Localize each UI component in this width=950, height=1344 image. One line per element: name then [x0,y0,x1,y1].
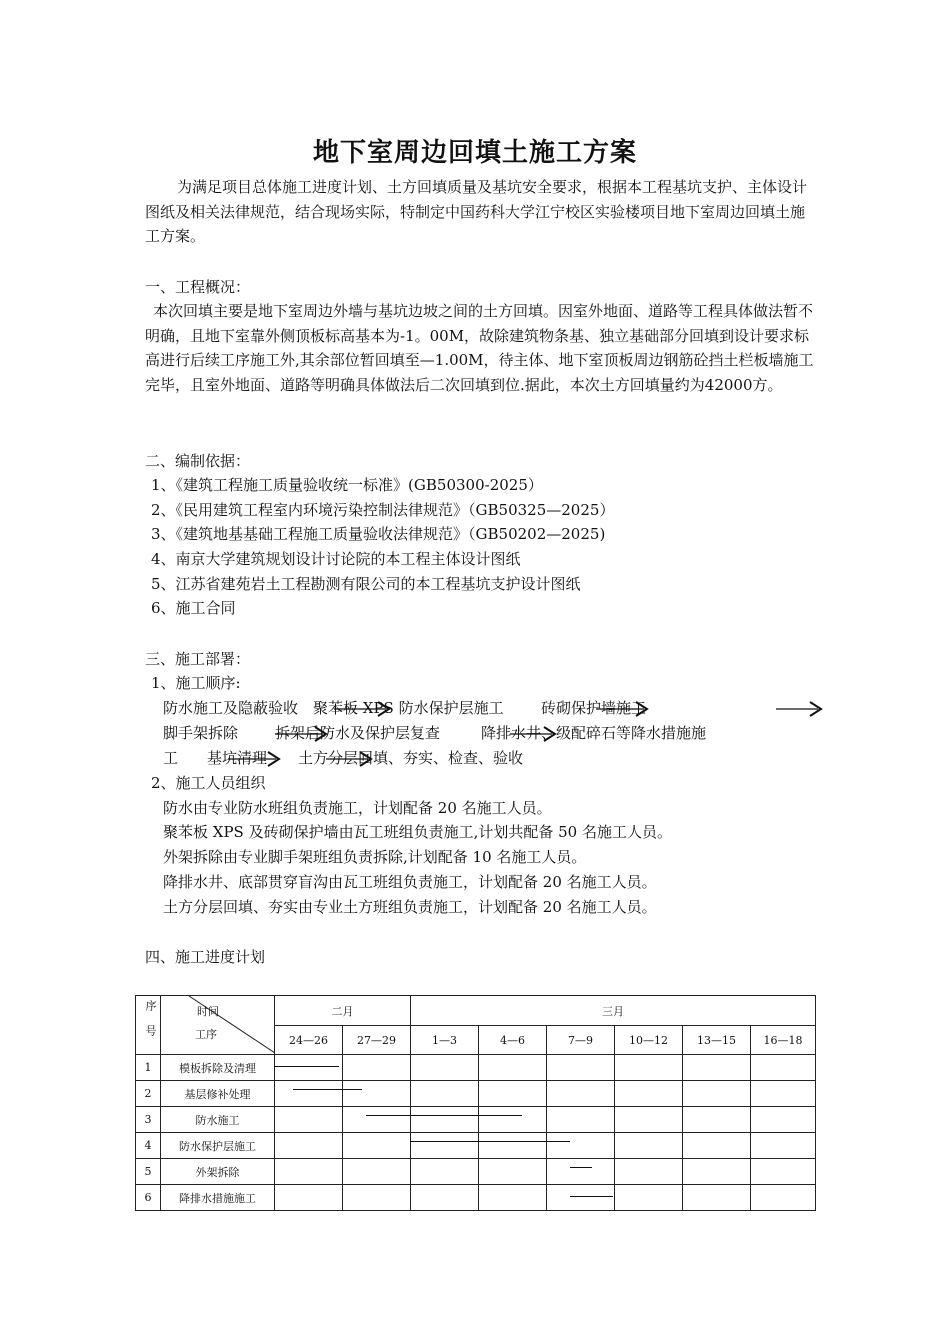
staff-line-3: 外架拆除由专业脚手架班组负责拆除,计划配备 10 名施工人员。 [163,848,587,866]
flow-arrow-2 [596,700,652,718]
staff-line-5: 土方分层回填、夯实由专业土方班组负责施工，计划配备 20 名施工人员。 [163,898,657,916]
sequence-subheading: 1、施工顺序: [151,674,241,692]
flow-step-backfill: 土方分层回填、夯实、检查、验收 [298,749,524,767]
flow-arrow-1 [334,700,394,718]
flow-step-dewatering: 降排水井、级配碎石等降水措施施 [481,724,707,742]
basis-item-3: 3、《建筑地基基础工程施工质量验收法律规范》（GB50202—2025) [151,525,606,543]
seq-header: 序号 [136,996,161,1055]
period-cell: 27—29 [343,1026,411,1055]
flow-step-brick-wall: 砖砌保护墙施工 [541,699,647,717]
table-row [136,1081,816,1107]
task-name: 防水保护层施工 [161,1133,275,1159]
flow-step-xps: 聚苯板 XPS 防水保护层施工 [313,699,504,717]
table-row [136,1185,816,1211]
period-cell: 13—15 [683,1026,751,1055]
flow-arrow-3 [776,700,824,718]
gantt-bar [570,1196,613,1197]
flow-step-continued: 工 [163,749,179,767]
period-cell: 1—3 [411,1026,479,1055]
time-label: 时间 [197,1005,219,1018]
flow-arrow-6 [228,750,284,768]
month-february: 二月 [275,996,411,1026]
flow-arrow-4 [275,725,331,743]
flow-step-waterproof: 防水施工及隐蔽验收 [163,699,299,717]
basis-item-4: 4、南京大学建筑规划设计讨论院的本工程主体设计图纸 [151,550,521,568]
section1-heading: 一、工程概况： [145,278,251,296]
staffing-subheading: 2、施工人员组织 [151,774,266,792]
flow-arrow-5 [510,725,560,743]
flow-step-pit-cleanup: 基坑清理 [207,749,268,767]
process-label: 工序 [195,1028,217,1041]
flow-arrow-7 [326,750,376,768]
month-march: 三月 [411,996,816,1026]
task-name: 模板拆除及清理 [161,1055,275,1081]
staff-line-1: 防水由专业防水班组负责施工，计划配备 20 名施工人员。 [163,799,552,817]
gantt-bar [570,1167,592,1168]
period-cell: 7—9 [547,1026,615,1055]
row-number: 1 [136,1055,161,1081]
period-cell: 16—18 [751,1026,816,1055]
table-row [136,1055,816,1081]
task-name: 基层修补处理 [161,1081,275,1107]
section1-body: 本次回填主要是地下室周边外墙与基坑边坡之间的土方回填。因室外地面、道路等工程具体做法暂不明确，且地下室靠外侧顶板标高基本为-1。00M，故除建筑物条基、独立基础部分回填到设计要求标高进行后续工序施工外,其余部位暂回填至—1.00M，待主体、地下室顶板周边钢筋砼挡土栏板墙施工完毕，且室外地面、道路等明确具体做法后二次回填到位.据此，本次土方回填量约为42000方。 [145,302,814,394]
task-name: 降排水措施施工 [161,1185,275,1211]
table-row [136,1133,816,1159]
period-cell: 4—6 [479,1026,547,1055]
row-number: 3 [136,1107,161,1133]
row-number: 6 [136,1185,161,1211]
corner-header [161,996,275,1055]
gantt-bar [293,1089,362,1090]
row-number: 4 [136,1133,161,1159]
row-number: 5 [136,1159,161,1185]
flow-step-recheck: 拆架后防水及保护层复查 [275,724,441,742]
intro-paragraph: 为满足项目总体施工进度计划、土方回填质量及基坑安全要求，根据本工程基坑支护、主体设计图纸及相关法律规范，结合现场实际，特制定中国药科大学江宁校区实验楼项目地下室周边回填土施工方案。 [145,178,808,246]
staff-line-4: 降排水井、底部贯穿盲沟由瓦工班组负责施工，计划配备 20 名施工人员。 [163,873,657,891]
period-cell: 24—26 [275,1026,343,1055]
basis-item-2: 2、《民用建筑工程室内环境污染控制法律规范》（GB50325—2025） [151,501,615,519]
task-name: 外架拆除 [161,1159,275,1185]
schedule-table [135,995,816,1211]
staff-line-2: 聚苯板 XPS 及砖砌保护墙由瓦工班组负责施工,计划共配备 50 名施工人员。 [163,823,672,841]
table-row [136,1159,816,1185]
gantt-bar [410,1141,570,1142]
basis-item-1: 1、《建筑工程施工质量验收统一标准》(GB50300-2025） [151,476,543,494]
row-number: 2 [136,1081,161,1107]
task-name: 防水施工 [161,1107,275,1133]
section3-heading: 三、施工部署： [145,650,251,668]
basis-item-6: 6、施工合同 [151,599,236,617]
section4-heading: 四、施工进度计划 [145,948,266,966]
section2-heading: 二、编制依据： [145,452,251,470]
page-title: 地下室周边回填土施工方案 [312,138,637,168]
flow-step-scaffold-removal: 脚手架拆除 [163,724,239,742]
gantt-bar [366,1115,522,1116]
table-row [136,1107,816,1133]
period-cell: 10—12 [615,1026,683,1055]
gantt-bar [274,1066,339,1067]
basis-item-5: 5、江苏省建苑岩土工程勘测有限公司的本工程基坑支护设计图纸 [151,575,581,593]
